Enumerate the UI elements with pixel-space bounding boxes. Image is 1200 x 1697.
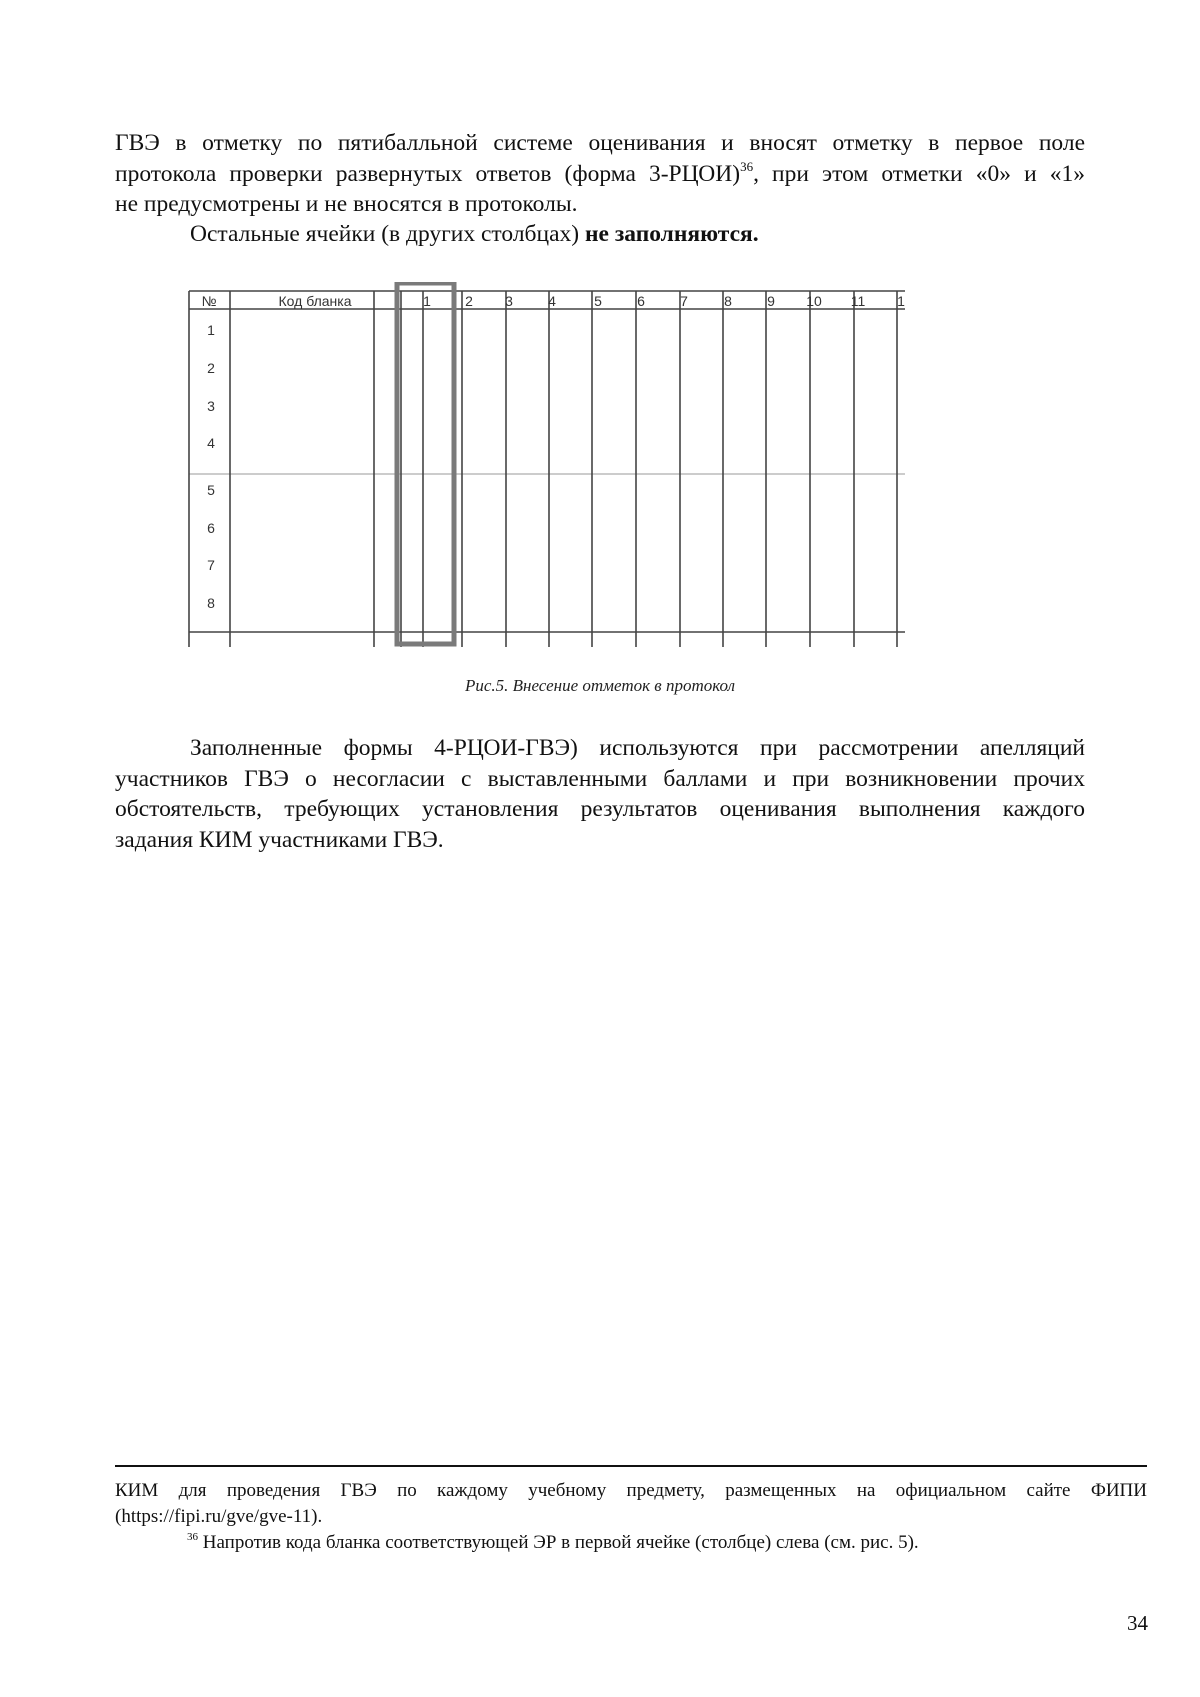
highlight-column-1 bbox=[397, 283, 454, 644]
paragraph-3 bbox=[115, 733, 1085, 855]
paragraph-2-text: Остальные ячейки (в других столбцах) bbox=[190, 221, 585, 247]
paragraph-1 bbox=[115, 128, 1085, 220]
paragraph-3-line-4: задания КИМ участниками ГВЭ. bbox=[115, 826, 444, 853]
paragraph-1-line-2-text: протокола проверки развернутых ответов (форма 3-РЦОИ) bbox=[115, 160, 741, 187]
column-header: 2 bbox=[465, 293, 473, 309]
column-header: 10 bbox=[806, 293, 822, 309]
column-header: 1 bbox=[897, 293, 905, 309]
paragraph-3-line-3: обстоятельств, требующих установления результатов оценивания выполнения каждого bbox=[115, 796, 1085, 822]
row-number: 1 bbox=[207, 322, 215, 338]
paragraph-1-line-2-tail: , при этом отметки «0» и «1» bbox=[753, 160, 1085, 187]
footnotes bbox=[115, 1478, 1147, 1556]
paragraph-1-line-2 bbox=[115, 159, 1085, 190]
footnote-36 bbox=[115, 1530, 1147, 1556]
column-header: 6 bbox=[637, 293, 645, 309]
paragraph-3-line-1: Заполненные формы 4-РЦОИ-ГВЭ) используются при рассмотрении апелляций bbox=[190, 735, 1085, 761]
paragraph-2-bold: не заполняются. bbox=[584, 221, 759, 247]
paragraph-2 bbox=[115, 219, 1085, 250]
column-header: 1 bbox=[423, 293, 431, 309]
row-number: 6 bbox=[207, 520, 215, 536]
column-header: 4 bbox=[548, 293, 556, 309]
column-header: 11 bbox=[850, 293, 866, 309]
protocol-figure bbox=[187, 282, 907, 647]
column-header: 8 bbox=[724, 293, 732, 309]
paragraph-1-line-1: ГВЭ в отметку по пятибалльной системе оценивания и вносят отметку в первое поле bbox=[115, 130, 1085, 156]
header-code: Код бланка bbox=[278, 293, 352, 309]
column-header: 9 bbox=[767, 293, 775, 309]
footnote-continued-line-1: КИМ для проведения ГВЭ по каждому учебному предмету, размещенных на официальном сайте ФИПИ bbox=[115, 1480, 1147, 1501]
footnote-number: 36 bbox=[187, 1531, 198, 1543]
header-number: № bbox=[201, 293, 217, 309]
row-number: 4 bbox=[207, 435, 215, 451]
table-grid bbox=[189, 291, 905, 647]
row-number: 7 bbox=[207, 557, 215, 573]
column-header: 7 bbox=[680, 293, 688, 309]
footnote-ref-36[interactable]: 36 bbox=[740, 158, 754, 174]
row-number: 8 bbox=[207, 595, 215, 611]
row-number: 2 bbox=[207, 360, 215, 376]
row-number: 5 bbox=[207, 482, 215, 498]
footnote-continued-line-2[interactable]: (https://fipi.ru/gve/gve-11). bbox=[115, 1506, 323, 1527]
footnote-separator bbox=[115, 1465, 1147, 1467]
figure-caption: Рис.5. Внесение отметок в протокол bbox=[464, 676, 736, 695]
paragraph-3-line-2: участников ГВЭ о несогласии с выставленными баллами и при возникновении прочих bbox=[115, 765, 1085, 792]
protocol-table bbox=[187, 282, 907, 647]
row-number: 3 bbox=[207, 398, 215, 414]
footnote-36-text: Напротив кода бланка соответствующей ЭР в первой ячейке (столбце) слева (см. рис. 5). bbox=[198, 1532, 919, 1553]
column-header: 5 bbox=[594, 293, 602, 309]
paragraph-2-line bbox=[115, 219, 1085, 250]
paragraph-1-line-3: не предусмотрены и не вносятся в протоколы. bbox=[115, 191, 578, 217]
column-header: 3 bbox=[505, 293, 513, 309]
page-number: 34 bbox=[1127, 1611, 1148, 1635]
